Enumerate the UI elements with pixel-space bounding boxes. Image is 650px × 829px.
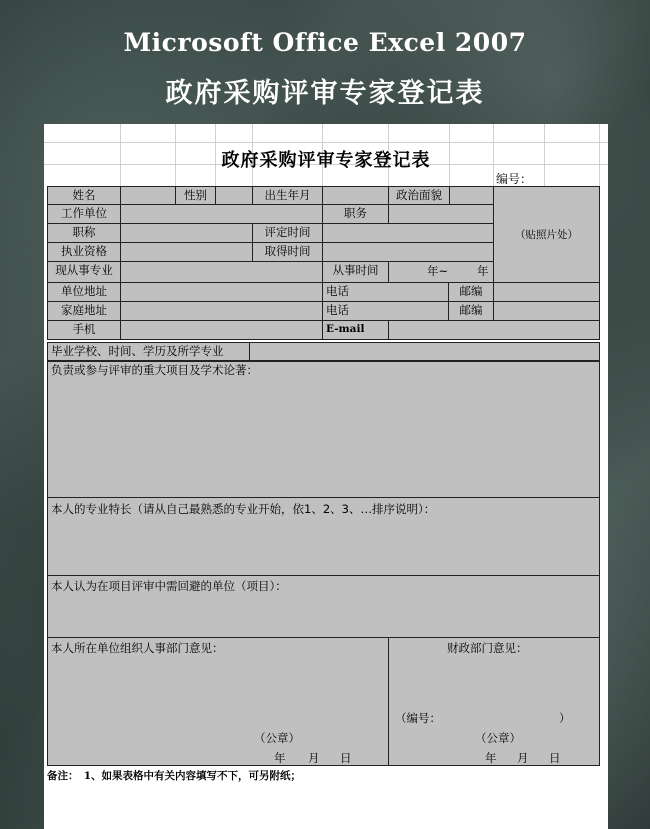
- photo-box[interactable]: （贴照片处）: [493, 186, 600, 284]
- education-label: 毕业学校、时间、学历及所学专业: [47, 342, 250, 361]
- education-value[interactable]: [249, 342, 600, 361]
- obtain-time-value[interactable]: [322, 242, 494, 262]
- banner-title-en: Microsoft Office Excel 2007: [123, 28, 527, 57]
- banner-title-cn: 政府采购评审专家登记表: [165, 78, 485, 109]
- finance-date-year: 年: [485, 751, 497, 765]
- sheet-bottom-margin: [44, 784, 608, 829]
- home-postcode-label: 邮编: [448, 301, 494, 321]
- hr-date-day: 日: [340, 751, 352, 765]
- gender-value[interactable]: [215, 186, 253, 205]
- projects-section[interactable]: 负责或参与评审的重大项目及学术论著：: [47, 361, 600, 498]
- work-phone-label: 电话: [322, 282, 449, 302]
- title-rank-value[interactable]: [120, 223, 253, 243]
- hr-date-year: 年: [274, 751, 286, 765]
- obtain-time-label: 取得时间: [252, 242, 323, 262]
- home-phone-label: 电话: [322, 301, 449, 321]
- email-label: E-mail: [322, 320, 389, 340]
- birth-label: 出生年月: [252, 186, 323, 205]
- rating-time-value[interactable]: [322, 223, 494, 243]
- name-value[interactable]: [120, 186, 176, 205]
- year-to: 年: [477, 264, 489, 278]
- position-label: 职务: [322, 204, 389, 224]
- hr-opinion-label: 本人所在单位组织人事部门意见：: [51, 641, 224, 655]
- mobile-value[interactable]: [120, 320, 323, 340]
- finance-date-day: 日: [549, 751, 561, 765]
- rating-time-label: 评定时间: [252, 223, 323, 243]
- workplace-value[interactable]: [120, 204, 323, 224]
- politics-value[interactable]: [449, 186, 494, 205]
- gender-label: 性别: [175, 186, 216, 205]
- finance-opinion-section[interactable]: [388, 637, 600, 766]
- work-address-label: 单位地址: [47, 282, 121, 302]
- excel-sheet: [44, 124, 608, 784]
- finance-serial-open: （编号：: [395, 711, 441, 725]
- workplace-label: 工作单位: [47, 204, 121, 224]
- position-value[interactable]: [388, 204, 494, 224]
- finance-date-month: 月: [517, 751, 529, 765]
- finance-opinion-label: 财政部门意见：: [447, 641, 528, 655]
- home-address-label: 家庭地址: [47, 301, 121, 321]
- hr-opinion-section[interactable]: [47, 637, 389, 766]
- title-rank-label: 职称: [47, 223, 121, 243]
- home-postcode-value[interactable]: [493, 301, 600, 321]
- mobile-label: 手机: [47, 320, 121, 340]
- engaged-time-label: 从事时间: [322, 261, 389, 283]
- footnote: 备注： 1、如果表格中有关内容填写不下，可另附纸；: [47, 770, 302, 782]
- serial-label: 编号：: [496, 172, 533, 186]
- home-address-value[interactable]: [120, 301, 323, 321]
- year-from: 年~: [427, 264, 449, 278]
- hr-seal-label: （公章）: [254, 731, 300, 745]
- work-address-value[interactable]: [120, 282, 323, 302]
- finance-serial-close: ）: [559, 711, 571, 725]
- engaged-time-value[interactable]: [388, 261, 494, 283]
- current-major-value[interactable]: [120, 261, 323, 283]
- politics-label: 政治面貌: [388, 186, 450, 205]
- current-major-label: 现从事专业: [47, 261, 121, 283]
- birth-value[interactable]: [322, 186, 389, 205]
- email-value[interactable]: [388, 320, 600, 340]
- work-postcode-label: 邮编: [448, 282, 494, 302]
- grid-line: [44, 142, 608, 143]
- finance-seal-label: （公章）: [475, 731, 521, 745]
- qualification-label: 执业资格: [47, 242, 121, 262]
- work-postcode-value[interactable]: [493, 282, 600, 302]
- qualification-value[interactable]: [120, 242, 253, 262]
- name-label: 姓名: [47, 186, 121, 205]
- avoid-section[interactable]: 本人认为在项目评审中需回避的单位（项目）：: [47, 575, 600, 638]
- form-title: 政府采购评审专家登记表: [221, 150, 431, 171]
- hr-date-month: 月: [308, 751, 320, 765]
- specialty-section[interactable]: 本人的专业特长（请从自己最熟悉的专业开始，依1、2、3、…排序说明）：: [47, 497, 600, 576]
